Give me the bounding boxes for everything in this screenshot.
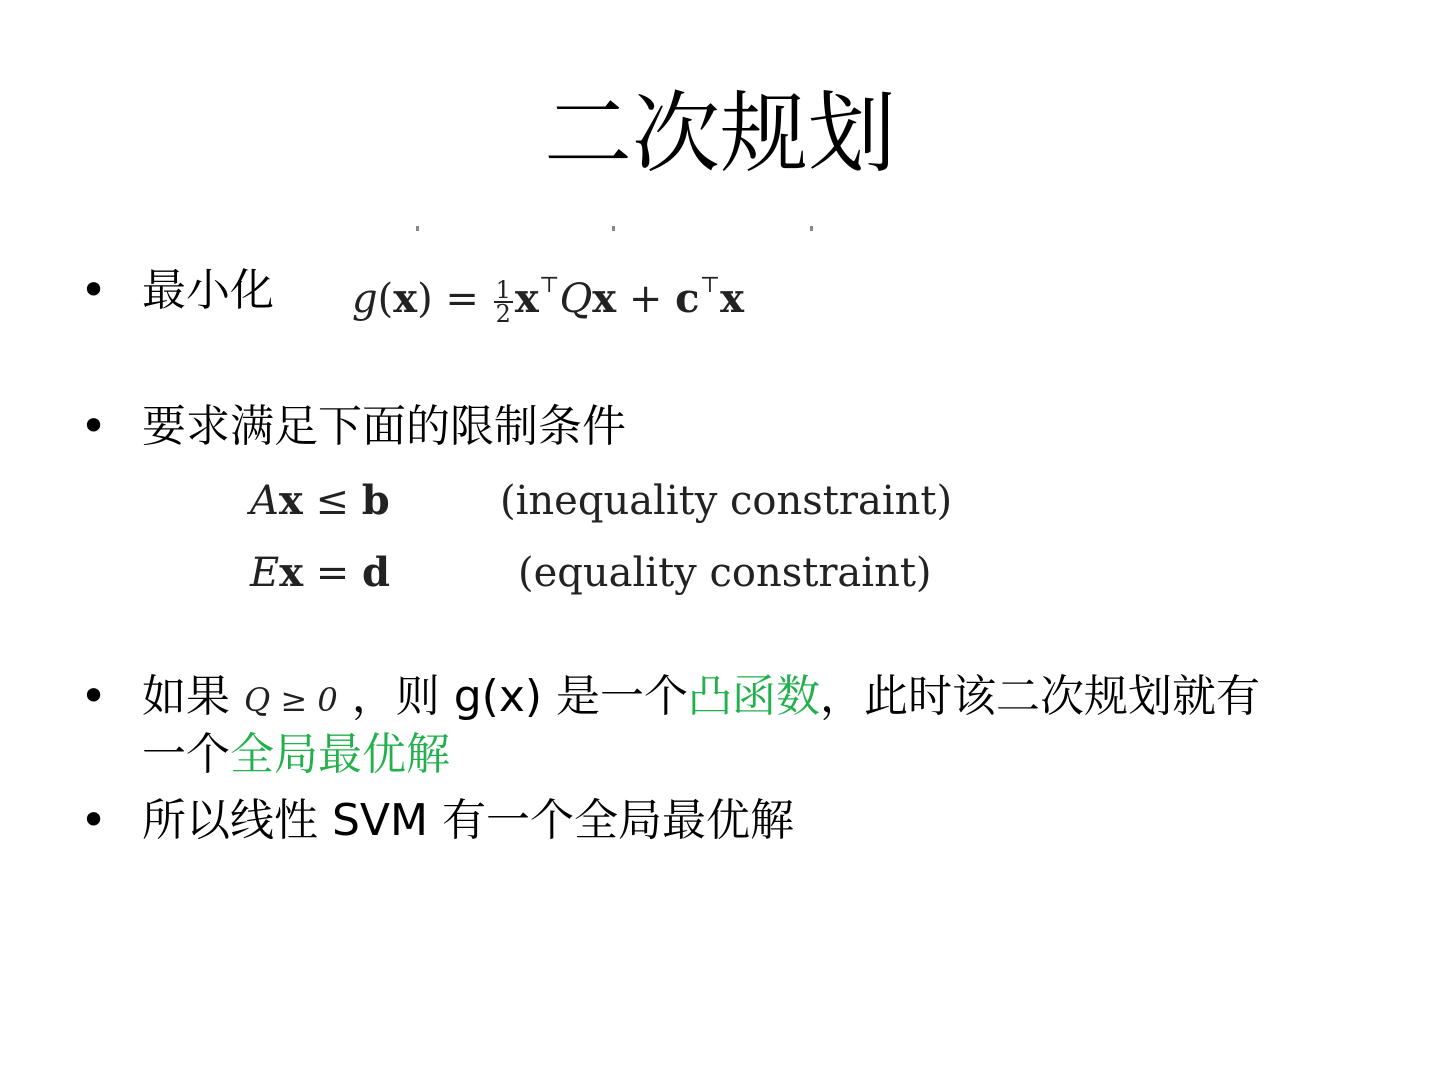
- equality-constraint: Ex = d: [250, 549, 390, 596]
- convex-statement-line1: 如果 Q ≥ 0 ，则 g(x) 是一个凸函数，此时该二次规划就有: [142, 671, 1261, 722]
- constraints-label: 要求满足下面的限制条件: [142, 401, 626, 452]
- inequality-note: (inequality constraint): [500, 478, 953, 524]
- inequality-constraint: Ax ≤ b: [250, 477, 390, 524]
- minimize-label: 最小化: [142, 265, 274, 316]
- bullet-marker: •: [80, 399, 108, 453]
- global-optimum-highlight: 全局最优解: [230, 729, 450, 780]
- one-half-fraction: $\frac{1}{2}$: [495, 276, 511, 328]
- convex-function-highlight: 凸函数: [688, 671, 821, 722]
- bullet-marker: •: [80, 669, 108, 723]
- q-psd-condition: Q ≥ 0: [244, 681, 338, 719]
- svm-statement: 所以线性 SVM 有一个全局最优解: [142, 795, 794, 846]
- bullet-marker: •: [80, 793, 108, 847]
- objective-formula: g(x) = $\frac{1}{2}$ x⊤Qx + c⊤x: [352, 273, 745, 328]
- convex-statement-line2: 一个全局最优解: [142, 729, 450, 780]
- slide-title: 二次规划: [543, 82, 896, 185]
- bullet-marker: •: [80, 263, 108, 317]
- equality-note: (equality constraint): [518, 550, 932, 596]
